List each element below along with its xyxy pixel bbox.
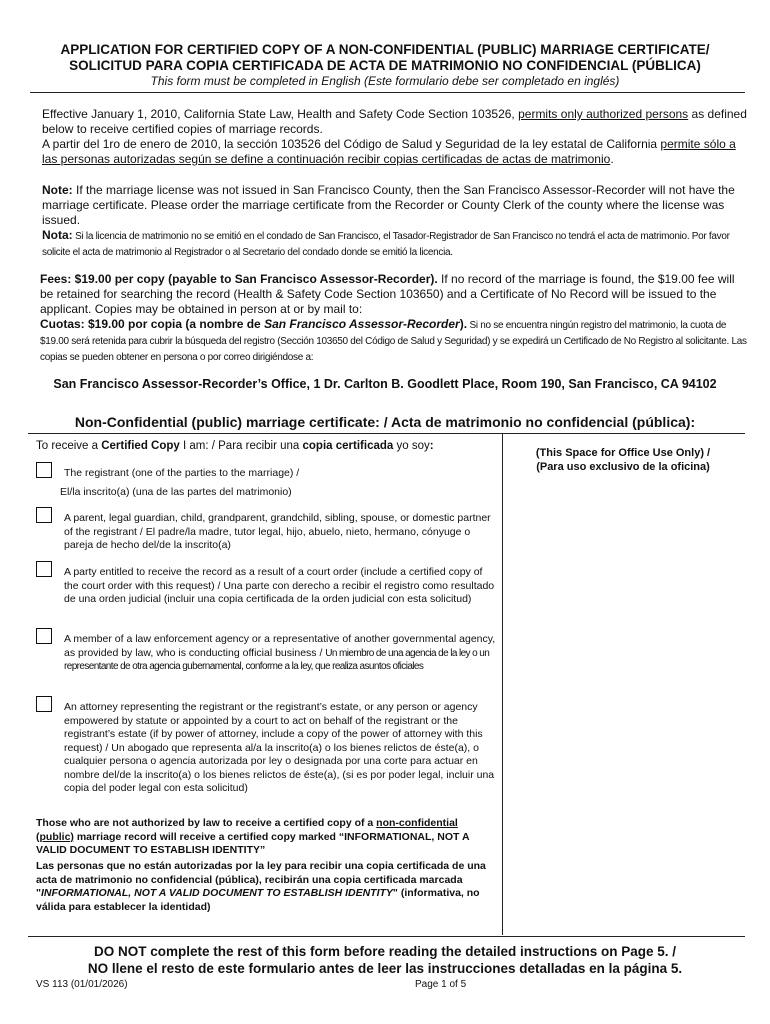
fees-text-en: If no record of the marriage is found, the $19.00 fee will be retained for searching the record (Health & Safety Code Section 103650) and a Certificate of No Record will be issued to the applicant. Copies may be obtained in person at or by mail to: [40,272,735,316]
informational-warning-en [36,817,498,858]
warning-en-text: Those who are not authorized by law to receive a certified copy of a [36,817,377,829]
option-attorney-text: An attorney representing the registrant or the registrant’s estate, or any person or agency empowered by statute or appointed by a court to act on behalf of the registrant or the registrant’s estate (if by power of attorney, include a copy of the power of attorney with this request) / Un abogado que representa al/a la inscrito(a) o los bienes relictos de éste(a), o cualquier persona o agencia autorizada por ley o designada por una corte para actuar en nombre del/de la inscrito(a) o los bienes relictos de éste(a), (si es por poder legal, incluir una copia del poder legal con esta solicitud) [64,701,495,794]
office-address: San Francisco Assessor-Recorder’s Office, 1 Dr. Carlton B. Goodlett Place, Room 190, San Francisco, CA 94102 [53,377,717,391]
note-text-en: If the marriage license was not issued in San Francisco County, then the San Francisco Assessor-Recorder will not have the marriage certificate. Please order the marriage certificate from the Recorder or County Clerk of the county where the license was issued. [42,183,735,227]
fees-label-es: Cuotas: $19.00 por copia (a nombre de [40,317,265,331]
option-law-enforcement-text [64,633,496,674]
eligibility-intro-colon: : [429,440,434,452]
eligibility-intro [36,440,434,452]
fees-label-es-italic: San Francisco Assessor-Recorder [264,317,460,331]
eligibility-intro-text: To receive a [36,440,102,452]
page-number: Page 1 of 5 [415,979,467,990]
form-subtitle: This form must be completed in English (Este formulario debe ser completado en inglés) [150,74,620,88]
option-registrant-text [60,467,496,499]
intro-es-text-end: . [610,152,614,166]
registrant-checkbox[interactable] [36,462,52,478]
family-checkbox[interactable] [36,507,52,523]
footer-warning-en: DO NOT complete the rest of this form before reading the detailed instructions on Page 5. / [93,944,677,959]
intro-en-underlined: permits only authorized persons [518,107,689,121]
office-use-en: (This Space for Office Use Only) / [535,447,711,459]
intro-es-text: A partir del 1ro de enero de 2010, la sección 103526 del Código de Salud y Seguridad de la ley estatal de California [42,137,661,151]
option-law-enforcement-en: A member of a law enforcement agency or a representative of another governmental agency, as provided by law, who is conducting official business / [64,633,496,659]
warning-es-text-end: " (informativa, no válida para establecer la identidad) [36,887,480,913]
section-heading: Non-Confidential (public) marriage certificate: / Acta de matrimonio no confidencial (pública): [74,414,696,430]
option-registrant-es: El/la inscrito(a) (una de las partes del matrimonio) [60,485,292,498]
eligibility-intro-bold-1: Certified Copy [101,440,180,452]
header-divider [30,92,745,93]
informational-warning-es [36,860,498,914]
footer-warning-es: NO llene el resto de este formulario antes de leer las instrucciones detalladas en la página 5. [87,961,683,976]
office-use-label [508,446,738,474]
court-order-checkbox[interactable] [36,561,52,577]
form-id: VS 113 (01/01/2026) [36,979,128,990]
form-title-en: APPLICATION FOR CERTIFIED COPY OF A NON-CONFIDENTIAL (PUBLIC) MARRIAGE CERTIFICATE/ [60,42,710,57]
intro-en-text-end: as defined below to receive certified copies of marriage records. [42,107,747,136]
law-enforcement-checkbox[interactable] [36,628,52,644]
option-family-text: A parent, legal guardian, child, grandparent, grandchild, sibling, spouse, or domestic partner of the registrant / El padre/la madre, tutor legal, hijo, abuelo, nieto, hermano, cónyuge o pareja de hecho del/de la inscrito(a) [64,512,491,551]
note-label-es: Nota: [42,228,73,242]
fees-paragraph [40,272,747,365]
office-use-divider [502,433,503,935]
warning-en-underlined: non-confidential (public) [36,817,458,843]
warning-es-text: Las personas que no están autorizadas por la ley para recibir una copia certificada de una acta de matrimonio no confidencial (pública), recibirán una copia certificada marcada " [36,860,486,899]
note-text-es: Si la licencia de matrimonio no se emitió en el condado de San Francisco, el Tasador-Registrador de San Francisco no tendrá el acta de matrimonio. Por favor solicite el acta de matrimonio al Registrador o al Secretario del condado donde se emitió la licencia. [42,231,730,258]
fees-text-es: Si no se encuentra ningún registro del matrimonio, la cuota de $19.00 será retenida para cubrir la búsqueda del registro (Sección 103650 del Código de Salud y Seguridad) y se expedirá un Certificado de No Registro al solicitante. Las copias se pueden obtener en persona o por correo dirigiéndose a: [40,320,747,363]
fees-label-es-end: ). [459,317,468,331]
eligibility-intro-text-end: yo soy [393,440,430,452]
warning-en-text-end: marriage record will receive a certified copy marked “INFORMATIONAL, NOT A VALID DOCUMENT TO ESTABLISH IDENTITY” [36,830,470,856]
option-law-enforcement-es: Un miembro de una agencia de la ley o un representante de otra agencia gubernamental, conforme a la ley, que realiza asuntos oficiales [64,647,490,672]
note-paragraph [42,183,747,260]
office-use-es: (Para uso exclusivo de la oficina) [536,461,710,473]
eligibility-intro-text-mid: I am: / Para recibir una [179,440,303,452]
warning-es-italic: INFORMATIONAL, NOT A VALID DOCUMENT TO ESTABLISH IDENTITY [40,887,393,899]
option-registrant-en: The registrant (one of the parties to the marriage) / [64,467,300,479]
note-label-en: Note: [42,183,73,197]
form-title-es: SOLICITUD PARA COPIA CERTIFICADA DE ACTA DE MATRIMONIO NO CONFIDENCIAL (PÚBLICA) [69,58,701,73]
eligibility-intro-bold-2: copia certificada [302,440,394,452]
intro-en-text: Effective January 1, 2010, California State Law, Health and Safety Code Section 103526, [42,107,519,121]
attorney-checkbox[interactable] [36,696,52,712]
option-court-order-text: A party entitled to receive the record as a result of a court order (include a certified copy of the court order with this request) / Una parte con derecho a recibir el registro como resultado de una orden judicial (incluir una copia certificada de la orden judicial con esta solicitud) [64,566,495,605]
fees-label-en: Fees: $19.00 per copy (payable to San Francisco Assessor-Recorder). [40,272,438,286]
intro-paragraph [42,107,747,167]
intro-es-underlined: permite sólo a las personas autorizadas según se define a continuación recibir copias certificadas de actas de matrimonio [42,137,736,166]
footer-instructions-warning [20,943,750,977]
